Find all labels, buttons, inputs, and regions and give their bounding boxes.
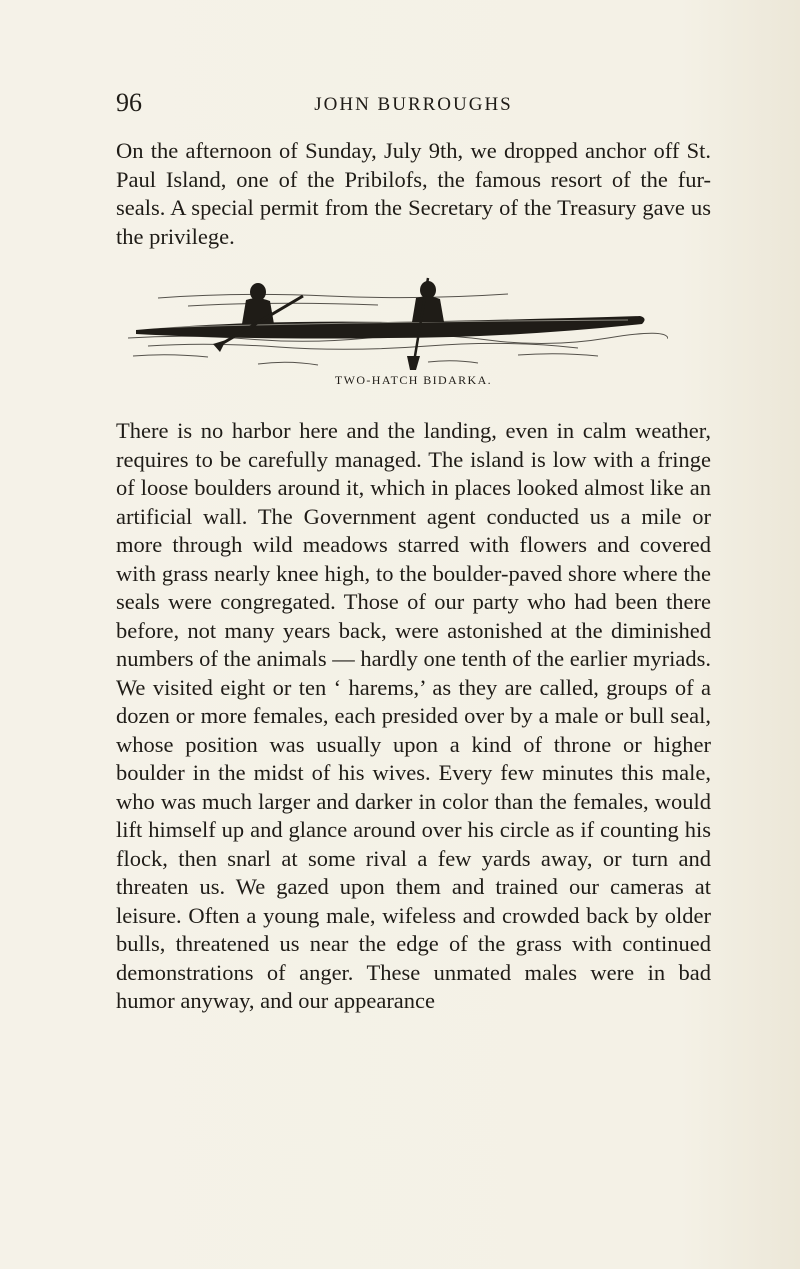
paragraph-1: On the afternoon of Sunday, July 9th, we dropped anchor off St. Paul Island, one of the Pribilofs, the famous resort of the fur-seals. A special permit from the Secretary of the Treasury gave us the privilege. — [116, 138, 711, 249]
page-header — [116, 88, 711, 118]
paragraph-2: There is no harbor here and the landing, even in calm weather, requires to be carefully managed. The island is low with a fringe of loose boulders around it, which in places looked almost like an artificial wall. The Government agent conducted us a mile or more through wild meadows starred with flowers and covered with grass nearly knee high, to the boulder-paved shore where the seals were congregated. Those of our party who had been there before, not many years back, were astonished at the diminished numbers of the animals — hardly one tenth of the earlier myriads. We visited eight or ten ‘ harems,’ as they are called, groups of a dozen or more females, each presided over by a male or bull seal, whose position was usually upon a kind of throne or higher boulder in the midst of his wives. Every few minutes this male, who was much larger and darker in color than the females, would lift himself up and glance around over his circle as if counting his flock, then snarl at some rival a few yards away, or turn and threaten us. We gazed upon them and trained our cameras at leisure. Often a young male, wifeless and crowded back by older bulls, threatened us near the edge of the grass with continued demonstrations of anger. These unmated males were in bad humor anyway, and our appearance — [116, 418, 711, 1013]
page-number: 96 — [116, 88, 142, 117]
figure-caption: TWO-HATCH BIDARKA. — [334, 373, 493, 387]
running-head: JOHN BURROUGHS — [314, 94, 513, 115]
bidarka-illustration — [128, 276, 668, 372]
